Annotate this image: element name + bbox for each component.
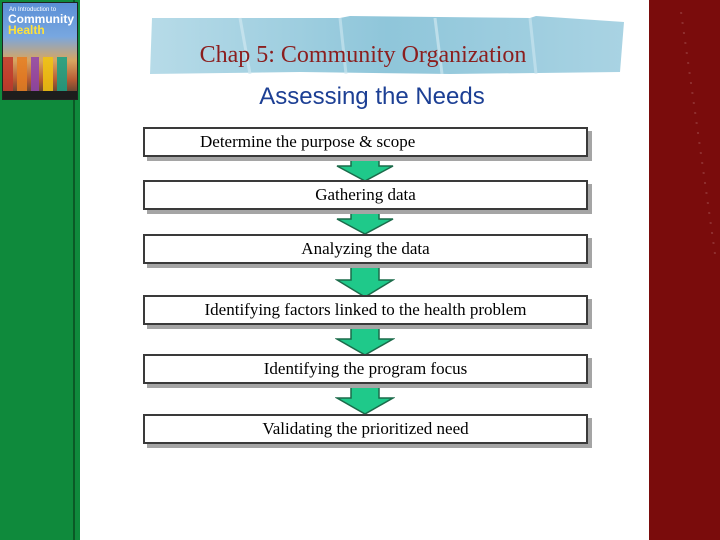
step-box-1: Determine the purpose & scope: [143, 127, 588, 157]
step-box-6: Validating the prioritized need: [143, 414, 588, 444]
flow-arrow-5: [335, 383, 395, 415]
step-box-3: Analyzing the data: [143, 234, 588, 264]
cover-small-text: An Introduction to: [9, 7, 57, 13]
page-subtitle: Assessing the Needs: [259, 83, 485, 110]
cover-title-line2: Health: [8, 23, 45, 37]
step-box-2: Gathering data: [143, 180, 588, 210]
flow-arrow-4: [335, 326, 395, 356]
flow-arrow-2: [335, 208, 395, 235]
cover-title-line1: Community: [8, 12, 74, 26]
step-box-5: Identifying the program focus: [143, 354, 588, 384]
step-box-4: Identifying factors linked to the health problem: [143, 295, 588, 325]
flow-arrow-1: [335, 155, 395, 182]
page-title: Chap 5: Community Organization: [199, 42, 527, 68]
flow-arrow-3: [335, 262, 395, 298]
